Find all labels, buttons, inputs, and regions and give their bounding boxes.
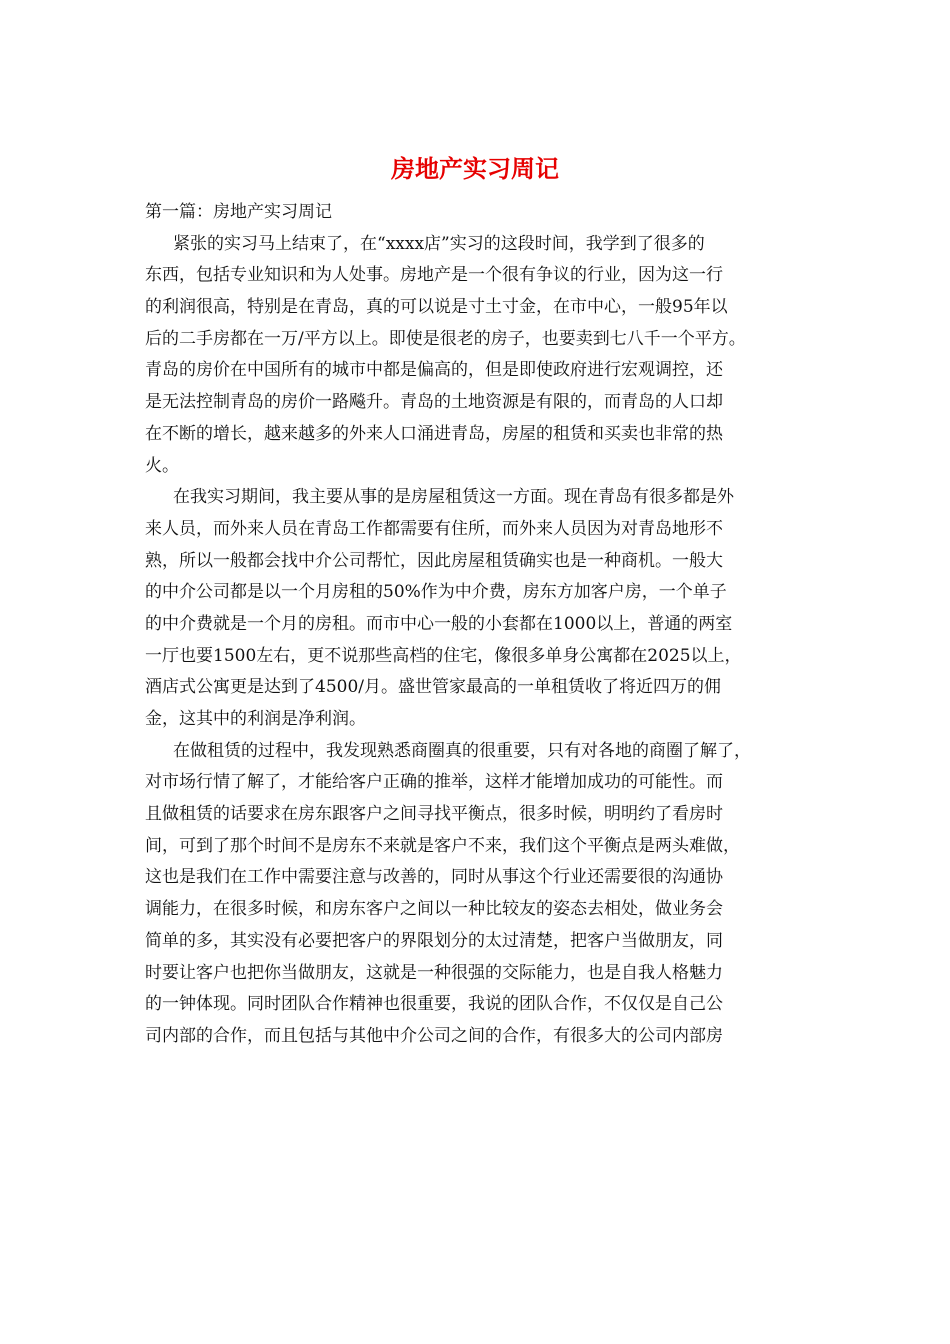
text-line: 是无法控制青岛的房价一路飚升。青岛的土地资源是有限的，而青岛的人口却 [145,392,723,413]
document-body [145,197,810,1053]
text-line: 火。 [145,455,179,476]
text-line: 在做租赁的过程中，我发现熟悉商圈真的很重要，只有对各地的商圈了解了， [173,740,751,761]
text-line: 对市场行情了解了，才能给客户正确的推举，这样才能增加成功的可能性。而 [145,772,723,793]
document-title: 房地产实习周记 [391,154,559,183]
text-line: 青岛的房价在中国所有的城市中都是偏高的，但是即使政府进行宏观调控，还 [145,360,723,381]
text-line: 后的二手房都在一万/平方以上。即使是很老的房子，也要卖到七八千一个平方。 [145,328,746,349]
text-line: 时要让客户也把你当做朋友，这就是一种很强的交际能力，也是自我人格魅力 [145,962,723,983]
text-line: 的中介费就是一个月的房租。而市中心一般的小套都在1000以上，普通的两室 [145,613,733,634]
text-line: 熟，所以一般都会找中介公司帮忙，因此房屋租赁确实也是一种商机。一般大 [145,550,723,571]
text-line: 司内部的合作，而且包括与其他中介公司之间的合作，有很多大的公司内部房 [145,1025,723,1046]
text-line: 且做租赁的话要求在房东跟客户之间寻找平衡点，很多时候，明明约了看房时 [145,804,723,825]
text-line: 东西，包括专业知识和为人处事。房地产是一个很有争议的行业，因为这一行 [145,265,723,286]
text-line: 这也是我们在工作中需要注意与改善的，同时从事这个行业还需要很的沟通协 [145,867,723,888]
text-line: 在不断的增长，越来越多的外来人口涌进青岛，房屋的租赁和买卖也非常的热 [145,423,723,444]
text-line: 来人员，而外来人员在青岛工作都需要有住所，而外来人员因为对青岛地形不 [145,518,723,539]
text-line: 简单的多，其实没有必要把客户的界限划分的太过清楚，把客户当做朋友，同 [145,930,723,951]
text-line: 紧张的实习马上结束了，在“xxxx店”实习的这段时间，我学到了很多的 [173,233,705,254]
text-line: 间，可到了那个时间不是房东不来就是客户不来，我们这个平衡点是两头难做， [145,835,740,856]
text-line: 的一钟体现。同时团队合作精神也很重要，我说的团队合作，不仅仅是自己公 [145,994,723,1015]
text-line: 的利润很高，特别是在青岛，真的可以说是寸土寸金，在市中心，一般95年以 [145,297,728,318]
section-heading: 第一篇：房地产实习周记 [145,202,332,222]
text-line: 酒店式公寓更是达到了4500/月。盛世管家最高的一单租赁收了将近四万的佣 [145,677,721,698]
text-line: 一厅也要1500左右，更不说那些高档的住宅，像很多单身公寓都在2025以上， [145,645,742,666]
text-line: 的中介公司都是以一个月房租的50%作为中介费，房东方加客户房，一个单子 [145,582,727,603]
text-line: 调能力，在很多时候，和房东客户之间以一种比较友的姿态去相处，做业务会 [145,899,723,920]
text-line: 在我实习期间，我主要从事的是房屋租赁这一方面。现在青岛有很多都是外 [173,487,734,508]
text-line: 金，这其中的利润是净利润。 [145,709,366,729]
